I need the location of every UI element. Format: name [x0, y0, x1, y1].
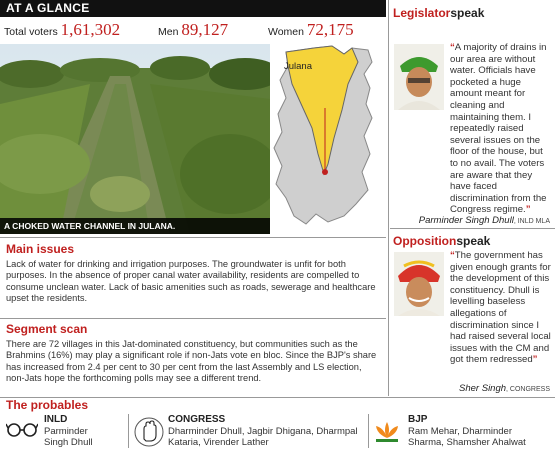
party-name: INLD — [44, 414, 68, 425]
party-candidates: Ram Mehar, Dharminder Sharma, Shamsher Ahalwat — [408, 426, 526, 448]
legislator-quote — [450, 42, 550, 216]
legislator-portrait — [394, 44, 444, 110]
party-name: BJP — [408, 414, 428, 425]
opposition-portrait — [394, 252, 444, 316]
total-voters-label: Total voters — [4, 26, 58, 38]
opposition-attribution — [395, 378, 550, 396]
total-voters-value: 1,61,302 — [60, 20, 121, 39]
haryana-map — [272, 44, 386, 234]
legislator-quote-text: A majority of drains in our area are without water. Officials have pocketed a huge amount meant for cleaning and maintaining them. I repeatedly raised several issues on the floor of the house, but to no avail. The voters are aware that they have faced discrimination from the Congress regime. — [450, 42, 547, 216]
opposition-name: Sher Singh — [459, 383, 507, 394]
opposition-title-a: Opposition — [393, 234, 457, 248]
men-label: Men — [158, 26, 179, 38]
party-candidates: Parminder Singh Dhull — [44, 426, 93, 448]
party-congress — [134, 414, 366, 450]
lotus-icon — [372, 416, 402, 451]
column-divider — [388, 0, 389, 396]
divider — [0, 237, 386, 238]
party-bjp — [372, 414, 552, 450]
opposition-quote-text: The government has given enough grants for the development of this constituency. Dhull is levelling baseless allegations of discrimination since I had raised several local issues with the CM and got them redressed — [450, 250, 551, 366]
party-name: CONGRESS — [168, 414, 226, 425]
probables-title: The probables — [6, 398, 89, 412]
voter-stats — [0, 19, 386, 41]
main-issues-title: Main issues — [6, 242, 75, 256]
hand-icon — [134, 417, 164, 452]
legislator-title-a: Legislator — [393, 6, 451, 20]
main-issues-text: Lack of water for drinking and irrigation purposes. The groundwater is unfit for both purposes. In the absence of proper canal water availability, residents are compelled to consume unclean water. Lack of basic amenities such as roads, sewerage and healthcare upset the residents. — [6, 259, 376, 304]
open-quote-icon: “ — [450, 250, 455, 261]
party-inld — [6, 414, 124, 450]
section-header: AT A GLANCE — [0, 0, 386, 17]
opposition-title-b: speak — [456, 234, 491, 248]
segment-scan-title: Segment scan — [6, 322, 88, 336]
column-divider — [368, 414, 369, 448]
close-quote-icon: ” — [532, 354, 538, 366]
legislator-attribution — [395, 210, 550, 228]
party-candidates: Dharminder Dhull, Jagbir Dhigana, Dharmpal Kataria, Virender Lather — [168, 426, 358, 448]
opposition-quote — [450, 250, 551, 366]
legislator-name: Parminder Singh Dhull — [418, 215, 514, 226]
open-quote-icon: “ — [450, 42, 455, 53]
spectacles-icon — [6, 420, 38, 445]
divider — [390, 228, 555, 229]
segment-scan-text: There are 72 villages in this Jat-dominated constituency, but communities such as the Brahmins (16%) may play a significant role if non-Jats vote en bloc. Since the BJP's share has increased from 2.4 per cent to 30 per cent from the last Assembly and LS election, non-Jats hope the forthcoming polls may see a different trend. — [6, 339, 377, 384]
women-value: 72,175 — [306, 20, 354, 39]
map-label: Julana — [284, 61, 312, 72]
close-quote-icon: ” — [525, 204, 531, 216]
legislator-title-b: speak — [450, 6, 485, 20]
column-divider — [128, 414, 129, 448]
men-value: 89,127 — [181, 20, 229, 39]
women-label: Women — [268, 26, 304, 38]
legislator-title — [393, 4, 484, 22]
opposition-title — [393, 232, 490, 250]
divider — [0, 318, 386, 319]
opposition-party: , CONGRESS — [506, 386, 550, 393]
legislator-party: , INLD MLA — [513, 218, 550, 225]
water-channel-photo — [0, 44, 270, 234]
photo-caption: A CHOKED WATER CHANNEL IN JULANA. — [0, 218, 270, 234]
